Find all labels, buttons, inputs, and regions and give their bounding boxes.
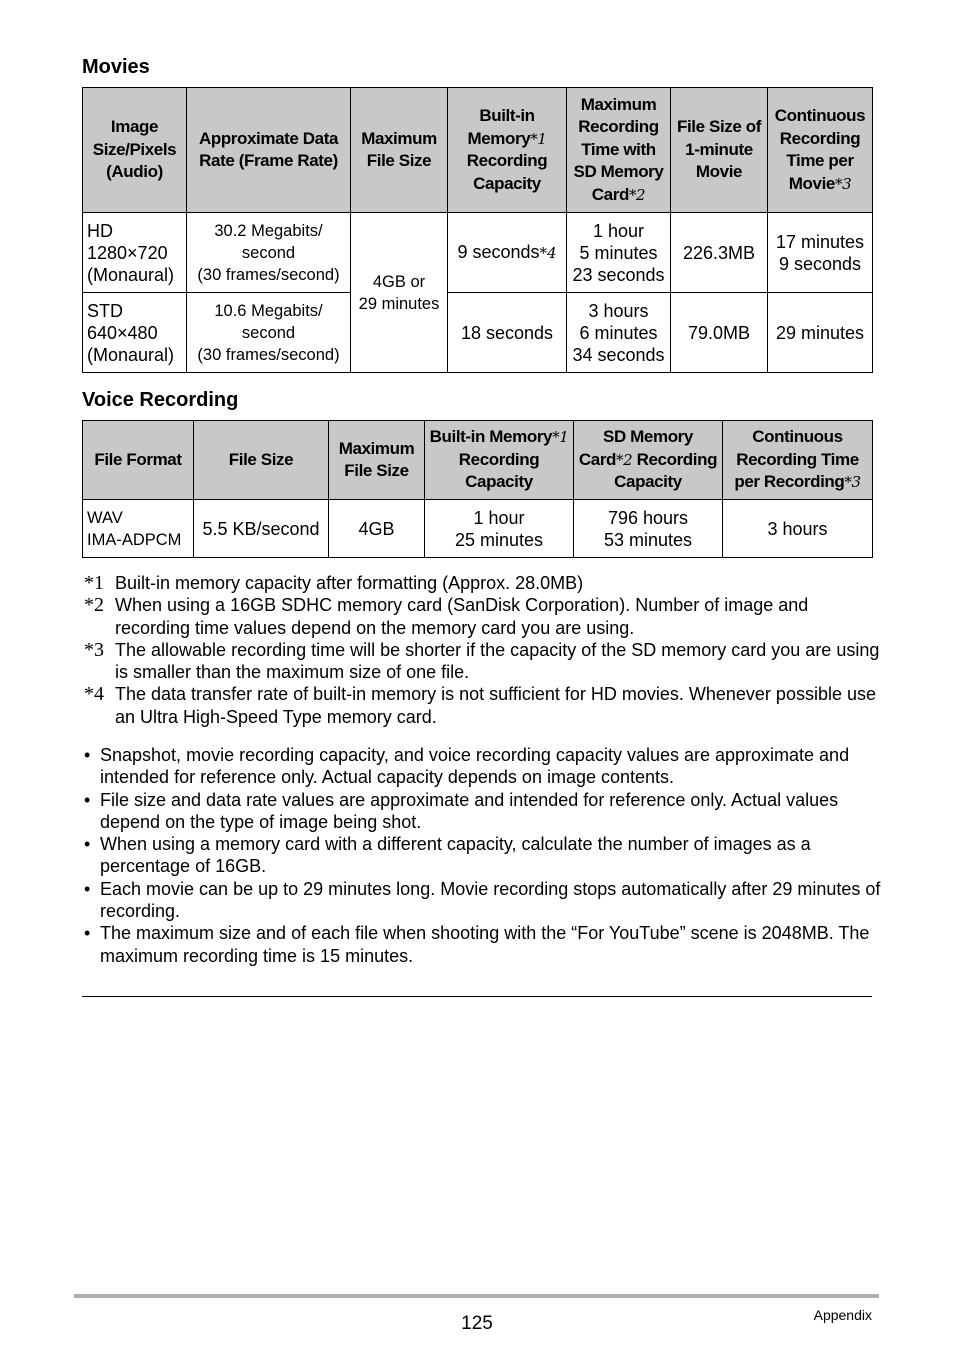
col-continuous-time bbox=[723, 421, 873, 500]
header-text: Continuous Recording Time per Recording bbox=[734, 427, 859, 492]
bullet-icon: • bbox=[84, 878, 91, 899]
cell-max-file-size: 4GB or 29 minutes bbox=[351, 213, 448, 373]
cell-continuous: 29 minutes bbox=[768, 293, 873, 373]
footnote-text: Built-in memory capacity after formatting (Approx. 28.0MB) bbox=[115, 573, 584, 593]
movies-heading: Movies bbox=[82, 56, 150, 78]
cell-format: WAV IMA-ADPCM bbox=[83, 500, 194, 558]
cell-sd: 3 hours 6 minutes 34 seconds bbox=[567, 293, 671, 373]
cell-sd: 1 hour 5 minutes 23 seconds bbox=[567, 213, 671, 293]
list-item bbox=[84, 789, 884, 834]
col-sd-capacity bbox=[574, 421, 723, 500]
cell-continuous: 17 minutes 9 seconds bbox=[768, 213, 873, 293]
header-text: Built-in Memory bbox=[429, 427, 553, 447]
footnotes bbox=[84, 572, 884, 728]
cell-max: 4GB bbox=[329, 500, 425, 558]
footnote-ref: *1 bbox=[530, 129, 547, 148]
col-builtin-capacity bbox=[425, 421, 574, 500]
list-item bbox=[84, 833, 884, 878]
header-text: Built-in Memory bbox=[467, 106, 535, 148]
bullet-icon: • bbox=[84, 923, 91, 944]
footnote-text: The allowable recording time will be shorter if the capacity of the SD memory card you are using is smaller than the maximum size of one file. bbox=[115, 639, 880, 683]
footnote-item bbox=[84, 594, 884, 639]
header-text: Recording Capacity bbox=[614, 449, 718, 492]
col-max-file-size: Maximum File Size bbox=[351, 88, 448, 213]
col-max-file-size: Maximum File Size bbox=[329, 421, 425, 500]
cell-filesize: 226.3MB bbox=[671, 213, 768, 293]
footnote-mark: *4 bbox=[84, 683, 104, 706]
footnote-text: When using a 16GB SDHC memory card (SanDisk Corporation). Number of image and recording time values depend on the memory card you are using. bbox=[115, 595, 809, 638]
header-text: Continuous Recording Time per Movie bbox=[774, 106, 866, 193]
col-sd-recording-time bbox=[567, 88, 671, 213]
cell-builtin bbox=[448, 213, 567, 293]
header-text: Recording Capacity bbox=[466, 151, 548, 193]
list-item bbox=[84, 922, 884, 967]
bullet-icon: • bbox=[84, 745, 91, 765]
cell-text: 9 seconds bbox=[457, 242, 540, 262]
section-divider bbox=[82, 996, 872, 997]
footnote-ref: *2 bbox=[628, 185, 646, 204]
bullet-text: Snapshot, movie recording capacity, and voice recording capacity values are approximate and intended for reference only. Actual capacity depends on image contents. bbox=[100, 745, 850, 788]
page-number: 125 bbox=[461, 1313, 493, 1334]
footer-divider bbox=[74, 1294, 879, 1298]
section-label: Appendix bbox=[813, 1307, 872, 1323]
footnote-mark: *2 bbox=[84, 594, 104, 617]
bullet-text: The maximum size and of each file when shooting with the “For YouTube” scene is 2048MB. The maximum recording time is 15 minutes. bbox=[100, 923, 870, 966]
table-row bbox=[83, 213, 873, 293]
notes-bullet-list bbox=[84, 744, 884, 967]
col-continuous-time bbox=[768, 88, 873, 213]
cell-sd: 796 hours 53 minutes bbox=[574, 500, 723, 558]
footnote-ref: *2 bbox=[616, 450, 633, 469]
col-file-size-1min: File Size of 1-minute Movie bbox=[671, 88, 768, 213]
movies-header-row bbox=[83, 88, 873, 213]
bullet-text: File size and data rate values are approximate and intended for reference only. Actual values depend on the type of image being shot. bbox=[100, 789, 839, 832]
cell-size: STD 640×480 (Monaural) bbox=[83, 293, 187, 373]
col-file-size: File Size bbox=[194, 421, 329, 500]
list-item bbox=[84, 878, 884, 923]
footnote-mark: *1 bbox=[84, 572, 104, 594]
voice-header-row bbox=[83, 421, 873, 500]
header-text: SD Memory Card bbox=[578, 427, 693, 469]
col-file-format: File Format bbox=[83, 421, 194, 500]
bullet-text: When using a memory card with a different capacity, calculate the number of images as a percentage of 16GB. bbox=[100, 834, 811, 877]
cell-filesize: 79.0MB bbox=[671, 293, 768, 373]
footnote-item bbox=[84, 572, 884, 594]
table-row bbox=[83, 293, 873, 373]
header-text: Recording Capacity bbox=[458, 449, 540, 492]
cell-builtin: 1 hour 25 minutes bbox=[425, 500, 574, 558]
footnote-ref: *3 bbox=[834, 174, 852, 193]
cell-text: 18 seconds bbox=[460, 322, 554, 343]
col-image-size: Image Size/Pixels (Audio) bbox=[83, 88, 187, 213]
table-row bbox=[83, 500, 873, 558]
list-item bbox=[84, 744, 884, 789]
footnote-ref: *3 bbox=[844, 473, 861, 492]
header-text: Maximum Recording Time with SD Memory Card bbox=[573, 94, 664, 204]
bullet-icon: • bbox=[84, 789, 91, 810]
bullet-text: Each movie can be up to 29 minutes long. Movie recording stops automatically after 29 minutes of recording. bbox=[100, 878, 881, 922]
col-data-rate: Approximate Data Rate (Frame Rate) bbox=[187, 88, 351, 213]
col-builtin-capacity bbox=[448, 88, 567, 213]
cell-rate: 30.2 Megabits/ second (30 frames/second) bbox=[187, 213, 351, 293]
footnote-item bbox=[84, 639, 884, 684]
cell-rate: 10.6 Megabits/ second (30 frames/second) bbox=[187, 293, 351, 373]
voice-table bbox=[82, 420, 873, 558]
footnote-text: The data transfer rate of built-in memory is not sufficient for HD movies. Whenever possible use an Ultra High-Speed Type memory card. bbox=[115, 684, 876, 727]
footnote-mark: *3 bbox=[84, 638, 104, 661]
bullet-icon: • bbox=[84, 834, 91, 855]
footnote-item bbox=[84, 683, 884, 728]
cell-size: 5.5 KB/second bbox=[194, 500, 329, 558]
footnote-ref: *1 bbox=[552, 428, 569, 447]
cell-size: HD 1280×720 (Monaural) bbox=[83, 213, 187, 293]
movies-table bbox=[82, 87, 873, 373]
cell-builtin bbox=[448, 293, 567, 373]
voice-heading: Voice Recording bbox=[82, 389, 239, 411]
cell-continuous: 3 hours bbox=[723, 500, 873, 558]
footnote-ref: *4 bbox=[539, 244, 557, 262]
